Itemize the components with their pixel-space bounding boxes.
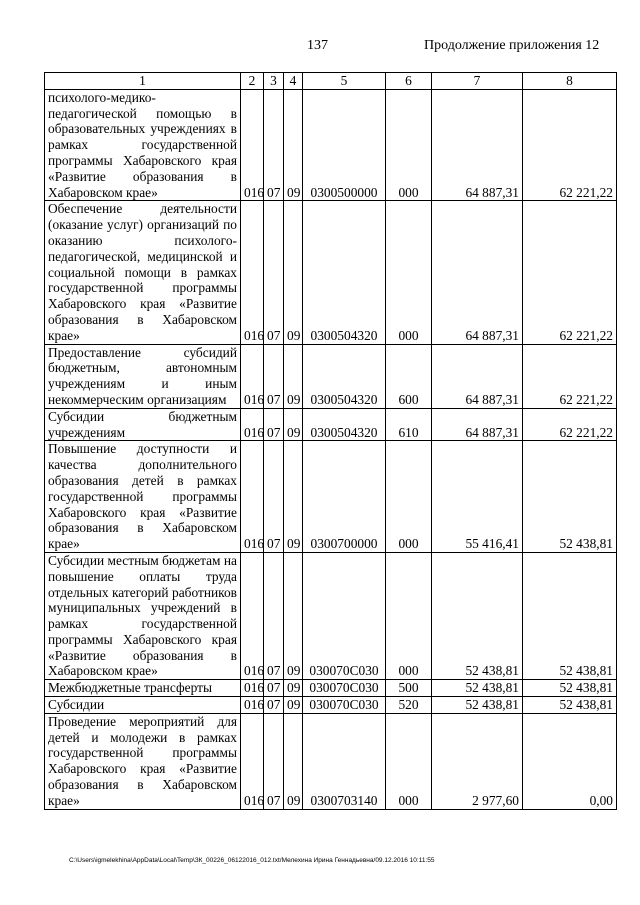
row-name: Межбюджетные трансферты (45, 680, 241, 697)
row-target: 030070С030 (303, 697, 386, 714)
row-type: 520 (386, 697, 432, 714)
table-row (45, 408, 617, 441)
appendix-label: Продолжение приложения 12 (424, 38, 600, 53)
table-row (45, 697, 617, 714)
row-type: 000 (386, 441, 432, 553)
row-name: Субсидии (45, 697, 241, 714)
row-section: 07 (264, 89, 284, 201)
budget-table (44, 72, 617, 810)
row-section: 07 (264, 344, 284, 408)
row-sum-1: 52 438,81 (432, 697, 523, 714)
row-section: 07 (264, 697, 284, 714)
row-subsection: 09 (284, 408, 303, 441)
row-type: 000 (386, 713, 432, 809)
row-name: Субсидии местным бюджетам на повышение оплаты труда отдельных категорий работников муниципальных учреждений в рамках государственной программы Хабаровского края «Развитие образования в Хабаровском крае» (45, 552, 241, 679)
row-name: Повышение доступности и качества дополнительного образования детей в рамках государственной программы Хабаровского края «Развитие образования в Хабаровском крае» (45, 441, 241, 553)
row-sum-2: 0,00 (523, 713, 617, 809)
column-header: 2 (241, 73, 264, 90)
row-sum-2: 62 221,22 (523, 344, 617, 408)
row-sum-2: 52 438,81 (523, 680, 617, 697)
row-sum-1: 64 887,31 (432, 408, 523, 441)
column-header: 3 (264, 73, 284, 90)
column-number-row (45, 73, 617, 90)
column-header: 6 (386, 73, 432, 90)
table-row (45, 89, 617, 201)
row-sum-2: 62 221,22 (523, 201, 617, 344)
row-code: 016 (241, 441, 264, 553)
row-section: 07 (264, 552, 284, 679)
row-sum-2: 52 438,81 (523, 552, 617, 679)
row-type: 600 (386, 344, 432, 408)
row-subsection: 09 (284, 344, 303, 408)
row-subsection: 09 (284, 697, 303, 714)
row-subsection: 09 (284, 680, 303, 697)
row-section: 07 (264, 713, 284, 809)
row-subsection: 09 (284, 201, 303, 344)
row-sum-2: 52 438,81 (523, 441, 617, 553)
row-code: 016 (241, 89, 264, 201)
row-code: 016 (241, 408, 264, 441)
column-header: 5 (303, 73, 386, 90)
row-type: 000 (386, 552, 432, 679)
row-name: Обеспечение деятельности (оказание услуг) организаций по оказанию психолого-педагогической, медицинской и социальной помощи в рамках государственной программы Хабаровского края «Развитие образования в Хабаровском крае» (45, 201, 241, 344)
row-target: 0300703140 (303, 713, 386, 809)
column-header: 1 (45, 73, 241, 90)
row-sum-1: 52 438,81 (432, 552, 523, 679)
table-row (45, 713, 617, 809)
row-section: 07 (264, 201, 284, 344)
row-target: 030070С030 (303, 552, 386, 679)
row-code: 016 (241, 697, 264, 714)
row-name: Проведение мероприятий для детей и молодежи в рамках государственной программы Хабаровского края «Развитие образования в Хабаровском крае» (45, 713, 241, 809)
row-target: 0300504320 (303, 201, 386, 344)
row-name: Предоставление субсидий бюджетным, автономным учреждениям и иным некоммерческим организациям (45, 344, 241, 408)
row-sum-1: 52 438,81 (432, 680, 523, 697)
table-row (45, 552, 617, 679)
page-number: 137 (307, 38, 328, 53)
table-row (45, 680, 617, 697)
row-code: 016 (241, 201, 264, 344)
table-row (45, 201, 617, 344)
table-row (45, 344, 617, 408)
column-header: 8 (523, 73, 617, 90)
row-target: 0300504320 (303, 344, 386, 408)
row-code: 016 (241, 713, 264, 809)
row-type: 000 (386, 201, 432, 344)
row-subsection: 09 (284, 552, 303, 679)
row-subsection: 09 (284, 441, 303, 553)
row-section: 07 (264, 680, 284, 697)
table-row (45, 441, 617, 553)
row-subsection: 09 (284, 89, 303, 201)
row-sum-2: 62 221,22 (523, 408, 617, 441)
row-type: 500 (386, 680, 432, 697)
row-target: 0300504320 (303, 408, 386, 441)
row-sum-2: 62 221,22 (523, 89, 617, 201)
row-subsection: 09 (284, 713, 303, 809)
row-type: 610 (386, 408, 432, 441)
row-name: Субсидии бюджетным учреждениям (45, 408, 241, 441)
row-code: 016 (241, 552, 264, 679)
row-target: 030070С030 (303, 680, 386, 697)
row-sum-1: 2 977,60 (432, 713, 523, 809)
column-header: 7 (432, 73, 523, 90)
row-target: 0300500000 (303, 89, 386, 201)
row-sum-1: 55 416,41 (432, 441, 523, 553)
row-sum-1: 64 887,31 (432, 89, 523, 201)
row-section: 07 (264, 408, 284, 441)
footer-file-path: C:\Users\igmelekhina\AppData\Local\Temp\ЗК_00226_06122016_012.txt/Мелехина Ирина Геннадьевна/09.12.2016 10:11:55 (69, 857, 435, 864)
row-code: 016 (241, 680, 264, 697)
row-sum-2: 52 438,81 (523, 697, 617, 714)
row-target: 0300700000 (303, 441, 386, 553)
row-section: 07 (264, 441, 284, 553)
row-code: 016 (241, 344, 264, 408)
row-type: 000 (386, 89, 432, 201)
row-name: психолого-медико-педагогической помощью в образовательных учреждениях в рамках государственной программы Хабаровского края «Развитие образования в Хабаровском крае» (45, 89, 241, 201)
column-header: 4 (284, 73, 303, 90)
row-sum-1: 64 887,31 (432, 201, 523, 344)
row-sum-1: 64 887,31 (432, 344, 523, 408)
